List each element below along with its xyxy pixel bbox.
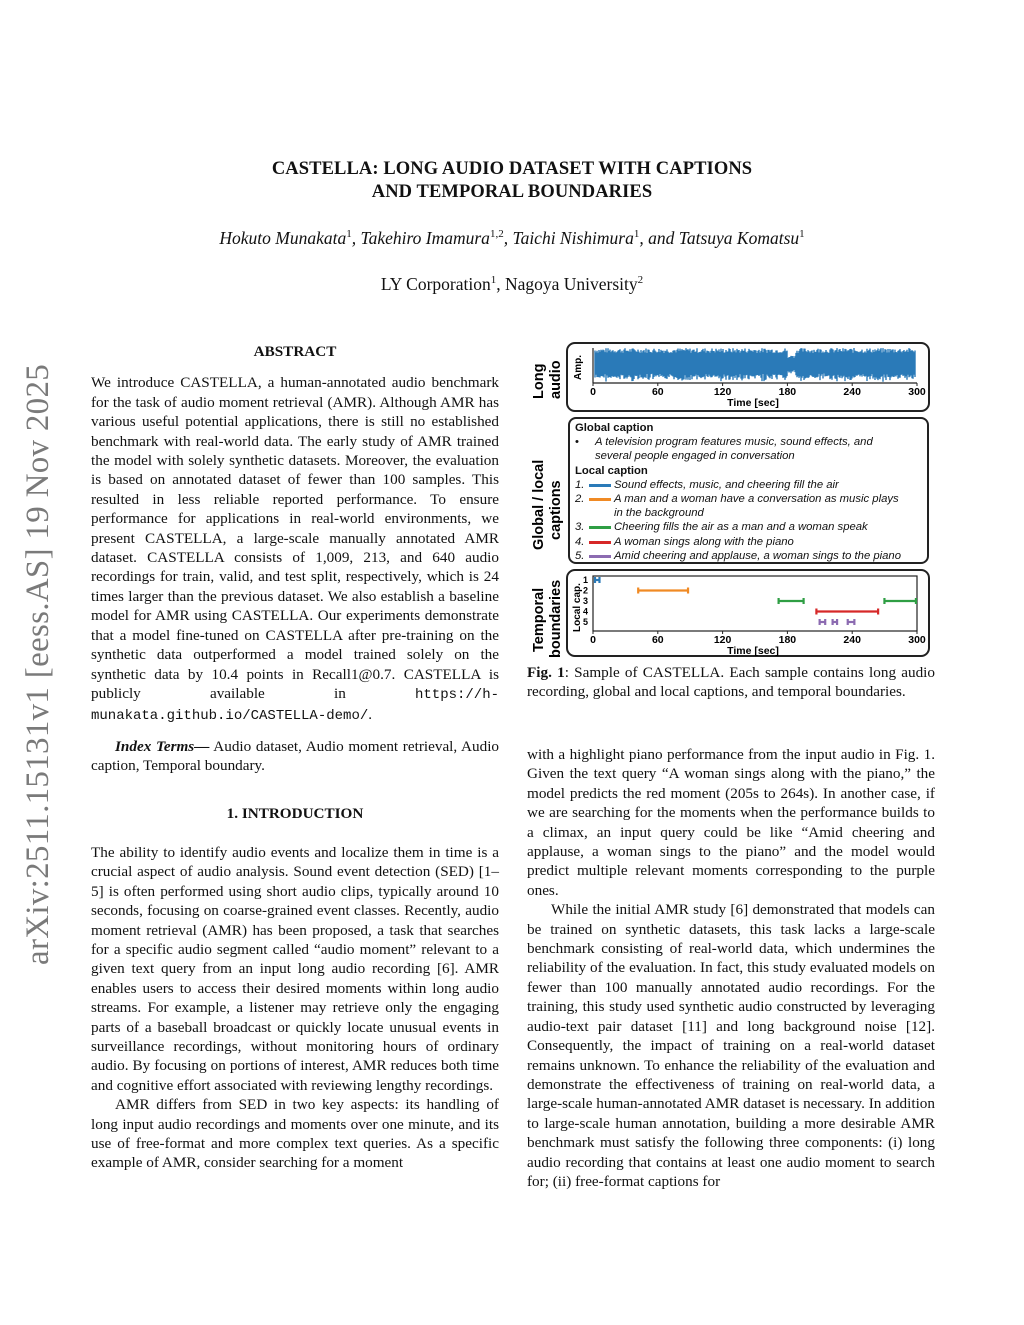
legend-swatch (589, 498, 611, 501)
left-column (91, 342, 499, 1173)
boundary-segment-5 (820, 619, 826, 625)
row-label-audio-2: audio (548, 360, 564, 399)
author-4: Tatsuya Komatsu (678, 228, 800, 248)
figure-caption-label: Fig. 1 (527, 664, 565, 681)
local-caption-heading: Local caption (575, 464, 648, 477)
paper-title (160, 158, 864, 204)
right-paragraph-2: While the initial AMR study [6] demonstrated that models can be trained on synthetic datasets, this task lacks a large-scale benchmark consisting of real-world data, which undermines the reliability of the evaluation. In fact, this study evaluated models on fewer than 100 manually annotated audio recordings. For the training, this study used synthetic audio constructed by leveraging audio-text pair dataset [11] and long background noise [12]. Consequently, the impact of training on a real-world dataset remains unknown. To enhance the reliability of the evaluation and demonstrate the effectiveness of training on real-world data, a large-scale human-annotated AMR dataset is necessary. In addition to large-scale human annotation, building a more desirable AMR benchmark must satisfy the following three components: (i) long audio recording that contains at least one audio moment to search for; (ii) free-format captions for (527, 901, 935, 1190)
right-column (527, 745, 935, 1191)
local-caption-text: Cheering fills the air as a man and a woman speak (614, 521, 868, 534)
index-terms (91, 737, 499, 776)
intro-paragraph-2: AMR differs from SED in two key aspects: its handling of long input audio recordings and moments over one minute, and its use of free-format and more complex text queries. As a specific example of AMR, consider searching for a moment (91, 1096, 499, 1172)
affiliation-separator: , (496, 274, 505, 294)
captions-panel (568, 417, 929, 564)
waveform-tick-label: 60 (651, 386, 664, 398)
global-caption-line-1: A television program features music, sound effects, and (595, 436, 873, 449)
legend-swatch (589, 526, 611, 529)
boundaries-plot-area (593, 576, 917, 631)
boundaries-tick-label: 300 (908, 634, 926, 646)
boundary-segment-5 (848, 619, 855, 625)
abstract-text: We introduce CASTELLA, a human-annotated audio benchmark for the task of audio moment retrieval (AMR). Although AMR has various useful potential applications, there is still no established benchmark with real-world data. The early study of AMR trained the model with solely synthetic datasets. Moreover, the evaluation is based on annotated dataset of fewer than 100 samples. This resulted in less reliable reported performance. To ensure performance for applications in real-world environments, we present CASTELLA, a large-scale manually annotated AMR dataset. CASTELLA consists of 1,009, 213, and 640 audio recordings for train, valid, and test split, respectively, which is 24 times larger than the previous dataset. We also establish a baseline model for AMR using CASTELLA. Our experiments demonstrate that a model fine-tuned on CASTELLA after pre-training on the synthetic data outperformed a model trained solely on the synthetic data by 10.4 points in Recall1@0.7. CASTELLA is publicly available in (91, 374, 499, 702)
global-caption (575, 435, 922, 463)
author-2-affil: 1,2 (489, 228, 504, 241)
boundaries-y-tick-label: 4 (582, 606, 588, 617)
author-2: Takehiro Imamura (360, 228, 490, 248)
waveform-tick-label: 180 (778, 386, 797, 398)
figure-caption (527, 663, 935, 702)
boundaries-tick-label: 240 (843, 634, 861, 646)
affiliation-2-mark: 2 (637, 274, 644, 287)
waveform-x-label: Time [sec] (727, 397, 779, 409)
row-label-audio-1: Long (531, 363, 547, 399)
waveform-tick-label: 240 (843, 386, 861, 398)
local-caption-number: 4. (575, 535, 585, 548)
boundary-segment-2 (638, 588, 688, 594)
boundaries-y-tick-label: 3 (582, 596, 588, 606)
title-line-1: CASTELLA: LONG AUDIO DATASET WITH CAPTIONS (271, 159, 753, 179)
author-3: Taichi Nishimura (512, 228, 634, 248)
boundaries-tick-label: 60 (651, 634, 664, 646)
boundary-segment-4 (816, 609, 878, 615)
author-3-affil: 1 (633, 228, 640, 241)
local-caption-text: Amid cheering and applause, a woman sings to the piano (614, 549, 902, 562)
author-separator: , (503, 228, 513, 248)
abstract-heading: ABSTRACT (253, 343, 337, 360)
boundaries-x-label: Time [sec] (727, 645, 779, 657)
right-paragraph-1: with a highlight piano performance from the input audio in Fig. 1. Given the text query “A woman sings along with the piano,” the model predicts the red moment (205s to 264s). In another case, if we are searching for the moments when the performance builds to a climax, an input query could be like “Amid cheering and applause, a woman sings to the piano” and the model would predict multiple relevant moments corresponding to the purple ones. (527, 746, 935, 899)
author-separator: , and (639, 228, 679, 248)
index-terms-text: Audio dataset, Audio moment retrieval, Audio caption, Temporal boundary. (91, 737, 500, 775)
legend-swatch (589, 555, 611, 558)
boundary-segment-1 (595, 577, 599, 583)
local-caption-text: A man and a woman have a conversation as music plays in the background (614, 493, 899, 520)
intro-heading: 1. INTRODUCTION (226, 804, 364, 822)
dataset-link[interactable]: https://h-munakata.github.io/CASTELLA-demo/ (91, 686, 499, 725)
row-label-captions-2: captions (548, 480, 564, 540)
index-terms-label: Index Terms— (115, 737, 210, 755)
author-list (100, 228, 924, 249)
local-caption-number: 2. (575, 493, 585, 506)
boundary-segment-5 (833, 619, 837, 625)
boundaries-tick-label: 120 (713, 634, 732, 646)
global-caption-line-2: several people engaged in conversation (595, 450, 795, 463)
author-separator: , (351, 228, 361, 248)
boundaries-tick-label: 180 (778, 634, 797, 646)
abstract-end: . (368, 706, 373, 724)
legend-swatch (589, 484, 611, 487)
boundaries-y-tick-label: 2 (582, 585, 588, 596)
row-label-boundaries-1: Temporal (531, 587, 547, 652)
local-caption-number: 3. (575, 521, 585, 534)
affiliation-1: LY Corporation (380, 274, 491, 294)
waveform-tick-label: 300 (908, 386, 926, 398)
local-caption-item (575, 535, 922, 549)
row-label-captions-1: Global / local (531, 459, 547, 550)
waveform-trace (595, 348, 915, 382)
waveform-tick-label: 120 (713, 386, 732, 398)
arxiv-identifier: arXiv:2511.15131v1 [eess.AS] 19 Nov 2025 (20, 363, 56, 965)
local-caption-item (575, 549, 922, 563)
global-caption-heading: Global caption (575, 422, 654, 434)
author-1: Hokuto Munakata (219, 228, 347, 248)
local-caption-list (575, 478, 922, 563)
boundaries-y-label: Local cap. (572, 583, 583, 632)
figure-caption-text: : Sample of CASTELLA. Each sample contains long audio recording, global and local captions, and temporal boundaries. (527, 664, 935, 701)
local-caption-text: Sound effects, music, and cheering fill the air (614, 478, 839, 491)
amp-axis-label: Amp. (573, 355, 584, 380)
waveform (595, 348, 915, 382)
local-caption-item (575, 520, 922, 534)
local-caption-text: A woman sings along with the piano (614, 535, 794, 548)
boundaries-tick-label: 0 (590, 634, 596, 646)
waveform-tick-label: 0 (590, 386, 596, 398)
affiliation-2: Nagoya University (504, 274, 638, 294)
affiliation-1-mark: 1 (490, 274, 497, 287)
boundaries-y-tick-label: 5 (582, 617, 588, 627)
boundary-segment-3 (779, 598, 804, 604)
local-caption-number: 5. (575, 549, 585, 562)
legend-swatch (589, 541, 611, 544)
intro-paragraph-1: The ability to identify audio events and localize them in time is a crucial aspect of audio analysis. Sound event detection (SED) [1–5] is often performed using short audio clips, typically around 10 seconds, focusing on coarse-grained event classes. Recently, audio moment retrieval (AMR) has been proposed, a task that searches for a specific audio segment called “audio moment” relevant to a given text query from an input long audio recording [6]. AMR enables users to access their desired moments within long audio streams. For example, a listener may retrieve only the engaging parts of a baseball broadcast or quickly locate unusual events in surveillance recordings, without monitoring hours of ordinary audio. By focusing on portions of interest, AMR reduces both time and cognitive effort associated with reviewing lengthy recordings. (91, 843, 499, 1094)
local-caption-number: 1. (575, 478, 585, 491)
bullet-icon: • (575, 436, 579, 449)
author-4-affil: 1 (799, 228, 805, 241)
boundaries-y-tick-label: 1 (582, 575, 588, 585)
boundary-segment-3 (884, 598, 915, 604)
author-1-affil: 1 (346, 228, 352, 241)
abstract-body (91, 373, 499, 726)
local-caption-item (575, 478, 922, 492)
title-line-2: AND TEMPORAL BOUNDARIES (371, 182, 653, 202)
boundaries-panel (567, 570, 929, 656)
affiliation-list (100, 274, 924, 295)
row-label-boundaries-2: boundaries (548, 579, 564, 658)
local-caption-item (575, 492, 922, 520)
